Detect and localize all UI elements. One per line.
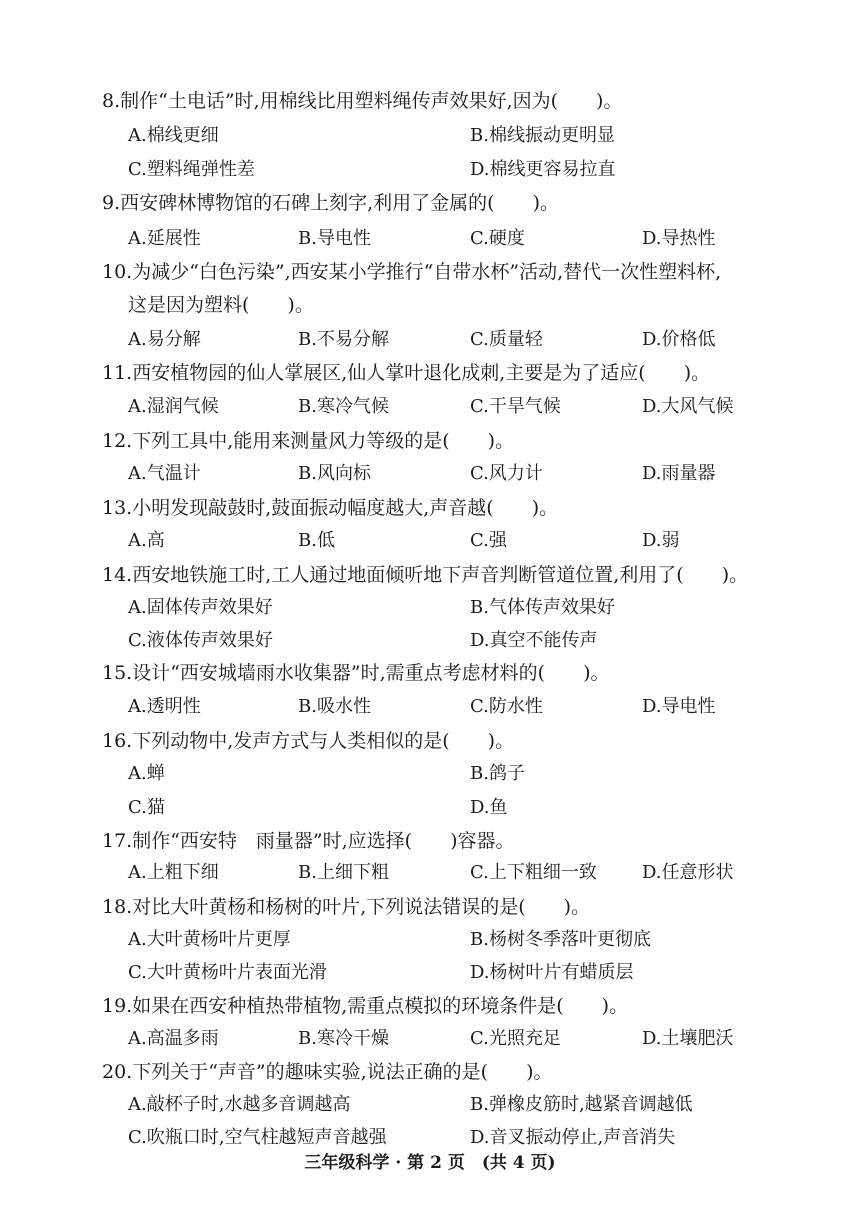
question-12-option-b: B.风向标	[298, 463, 371, 484]
question-18-option-d: D.杨树叶片有蜡质层	[470, 962, 634, 983]
question-8-option-b: B.棉线振动更明显	[470, 125, 615, 146]
question-10-stem-continued: 这是因为塑料( )。	[128, 294, 314, 316]
question-13-option-b: B.低	[298, 530, 335, 551]
question-19-option-d: D.土壤肥沃	[642, 1028, 734, 1049]
question-13-option-a: A.高	[128, 530, 165, 551]
question-16-option-b: B.鸽子	[470, 763, 525, 784]
question-8-stem: 8.制作“土电话”时,用棉线比用塑料绳传声效果好,因为( )。	[102, 90, 623, 112]
question-9-option-d: D.导热性	[642, 228, 716, 249]
question-20-option-a: A.敲杯子时,水越多音调越高	[128, 1094, 351, 1115]
question-15-option-d: D.导电性	[642, 696, 716, 717]
question-12-option-d: D.雨量器	[642, 463, 716, 484]
question-13-option-d: D.弱	[642, 530, 680, 551]
question-17-option-d: D.任意形状	[642, 862, 734, 883]
question-8-option-a: A.棉线更细	[128, 125, 219, 146]
question-16-stem: 16.下列动物中,发声方式与人类相似的是( )。	[102, 730, 515, 752]
question-9-stem: 9.西安碑林博物馆的石碑上刻字,利用了金属的( )。	[102, 192, 559, 214]
question-17-stem: 17.制作“西安特 雨量器”时,应选择( )容器。	[102, 830, 515, 852]
question-20-option-c: C.吹瓶口时,空气柱越短声音越强	[128, 1127, 387, 1148]
question-9-option-b: B.导电性	[298, 228, 371, 249]
question-18-stem: 18.对比大叶黄杨和杨树的叶片,下列说法错误的是( )。	[102, 896, 591, 918]
question-11-option-b: B.寒冷气候	[298, 396, 389, 417]
question-12-option-c: C.风力计	[470, 463, 543, 484]
question-8-option-d: D.棉线更容易拉直	[470, 159, 616, 180]
question-19-option-a: A.高温多雨	[128, 1028, 219, 1049]
question-14-option-a: A.固体传声效果好	[128, 597, 273, 618]
question-9-option-a: A.延展性	[128, 228, 201, 249]
question-13-option-c: C.强	[470, 530, 507, 551]
question-11-stem: 11.西安植物园的仙人掌展区,仙人掌叶退化成刺,主要是为了适应( )。	[102, 362, 711, 384]
question-11-option-c: C.干旱气候	[470, 396, 561, 417]
question-9-option-c: C.硬度	[470, 228, 525, 249]
question-19-stem: 19.如果在西安种植热带植物,需重点模拟的环境条件是( )。	[102, 995, 629, 1017]
question-10-option-d: D.价格低	[642, 329, 716, 350]
question-16-option-d: D.鱼	[470, 797, 508, 818]
question-20-stem: 20.下列关于“声音”的趣味实验,说法正确的是( )。	[102, 1061, 553, 1083]
question-16-option-a: A.蝉	[128, 763, 165, 784]
question-18-option-a: A.大叶黄杨叶片更厚	[128, 929, 291, 950]
question-17-option-c: C.上下粗细一致	[470, 862, 597, 883]
question-16-option-c: C.猫	[128, 797, 165, 818]
question-11-option-a: A.湿润气候	[128, 396, 219, 417]
question-15-option-c: C.防水性	[470, 696, 543, 717]
question-14-stem: 14.西安地铁施工时,工人通过地面倾听地下声音判断管道位置,利用了( )。	[102, 564, 749, 586]
question-18-option-b: B.杨树冬季落叶更彻底	[470, 929, 651, 950]
question-10-stem: 10.为减少“白色污染”,西安某小学推行“自带水杯”活动,替代一次性塑料杯,	[102, 261, 722, 283]
question-14-option-b: B.气体传声效果好	[470, 597, 615, 618]
question-15-option-b: B.吸水性	[298, 696, 371, 717]
question-20-option-b: B.弹橡皮筋时,越紧音调越低	[470, 1094, 693, 1115]
question-12-stem: 12.下列工具中,能用来测量风力等级的是( )。	[102, 430, 515, 452]
question-15-option-a: A.透明性	[128, 696, 201, 717]
question-19-option-b: B.寒冷干燥	[298, 1028, 389, 1049]
question-14-option-d: D.真空不能传声	[470, 630, 598, 651]
question-12-option-a: A.气温计	[128, 463, 201, 484]
question-10-option-b: B.不易分解	[298, 329, 389, 350]
question-20-option-d: D.音叉振动停止,声音消失	[470, 1127, 676, 1148]
question-8-option-c: C.塑料绳弹性差	[128, 159, 255, 180]
question-15-stem: 15.设计“西安城墙雨水收集器”时,需重点考虑材料的( )。	[102, 662, 610, 684]
question-10-option-a: A.易分解	[128, 329, 201, 350]
page-footer: 三年级科学 · 第 2 页 (共 4 页)	[304, 1153, 556, 1173]
question-10-option-c: C.质量轻	[470, 329, 543, 350]
question-14-option-c: C.液体传声效果好	[128, 630, 273, 651]
question-19-option-c: C.光照充足	[470, 1028, 561, 1049]
question-11-option-d: D.大风气候	[642, 396, 734, 417]
question-18-option-c: C.大叶黄杨叶片表面光滑	[128, 962, 327, 983]
question-17-option-a: A.上粗下细	[128, 862, 219, 883]
question-17-option-b: B.上细下粗	[298, 862, 389, 883]
question-13-stem: 13.小明发现敲鼓时,鼓面振动幅度越大,声音越( )。	[102, 497, 559, 519]
